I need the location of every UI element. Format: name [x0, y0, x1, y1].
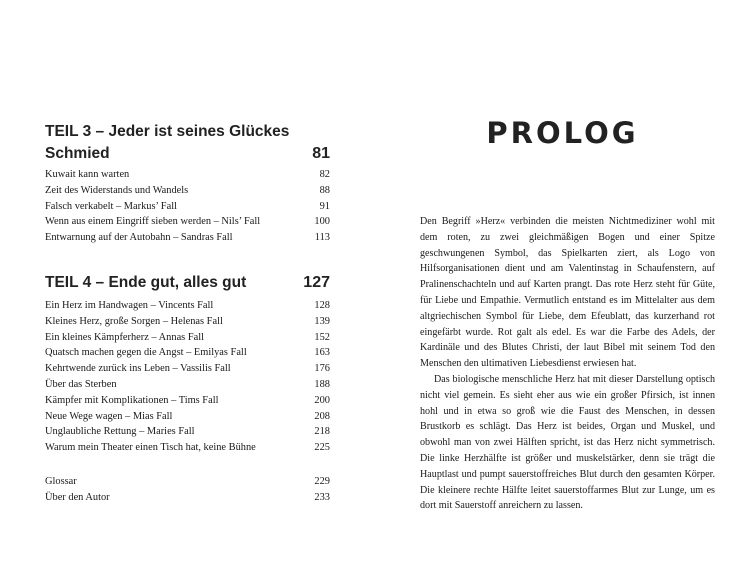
toc-entry	[45, 230, 330, 246]
toc-entry	[45, 199, 330, 215]
toc-entry-title: Kehrtwende zurück ins Leben – Vassilis Fall	[45, 363, 231, 375]
toc-entry	[45, 474, 330, 490]
toc-entry-title: Kämpfer mit Komplikationen – Tims Fall	[45, 394, 219, 406]
toc-entry-page: 100	[314, 216, 330, 228]
toc-entry-title: Über das Sterben	[45, 378, 117, 390]
toc-entry	[45, 440, 330, 456]
toc-entry-page: 128	[314, 300, 330, 311]
toc-part-4-heading	[45, 272, 330, 294]
toc-entry-title: Warum mein Theater einen Tisch hat, keine Bühne	[45, 442, 256, 454]
toc-entry	[45, 330, 330, 346]
toc-entry	[45, 214, 330, 230]
toc-entry-page: 229	[314, 476, 330, 487]
toc-entry-page: 152	[314, 331, 330, 343]
toc-entry	[45, 377, 330, 393]
toc-entry-title: Über den Autor	[45, 491, 110, 503]
toc-entry-page: 225	[314, 442, 330, 454]
toc-entry-page: 188	[314, 378, 330, 390]
prolog-paragraph: Den Begriff »Herz« verbinden die meisten Nichtmediziner wohl mit dem roten, zu zwei gleichmäßigen Bogen und einer Spitze geschwungenen Symbol, das Spielkarten ziert, als Logo von Hilfsorganisationen dient und am Valentinstag in Schaufenstern, auf Pralinenschachteln und auf Karten prangt. Das rote Herz steht für Güte, für Liebe und Empathie. Vermutlich entstand es im Mittelalter aus dem altgriechischen Symbol für Liebe, dem Efeublatt, das kurzerhand rot eingefärbt wurde. Rot galt als edel. Es war die Farbe des Adels, der Kardinäle und des Blutes Christi, der laut Bibel mit seinem Tod den Menschen den ultimativen Liebesdienst erwiesen hat.	[420, 216, 715, 370]
toc-entry	[45, 409, 330, 425]
toc-entry-title: Entwarnung auf der Autobahn – Sandras Fall	[45, 232, 233, 244]
toc-entry-title: Ein Herz im Handwagen – Vincents Fall	[45, 300, 214, 311]
toc-entry	[45, 298, 330, 314]
toc-entry-page: 233	[314, 491, 330, 503]
prolog-page	[375, 0, 750, 583]
toc-part-3-heading	[45, 121, 330, 165]
prolog-body	[420, 214, 715, 514]
toc-entry-title: Quatsch machen gegen die Angst – Emilyas Fall	[45, 347, 247, 359]
toc-part-3-page: 81	[312, 145, 330, 162]
toc-entry-page: 163	[314, 347, 330, 359]
toc-entry-title: Wenn aus einem Eingriff sieben werden – Nils’ Fall	[45, 216, 261, 228]
toc-part-3-title: TEIL 3 – Jeder ist seines Glückes Schmied	[45, 123, 290, 162]
toc-entry-title: Kleines Herz, große Sorgen – Helenas Fall	[45, 315, 223, 327]
toc-entry-title: Zeit des Widerstands und Wandels	[45, 184, 189, 196]
toc-entry-title: Ein kleines Kämpferherz – Annas Fall	[45, 331, 204, 343]
toc-entry-page: 176	[314, 363, 330, 375]
toc-part-3-list	[45, 167, 330, 246]
toc-part-4-title: TEIL 4 – Ende gut, alles gut	[45, 274, 247, 291]
toc-entry-title: Glossar	[45, 476, 77, 487]
toc-entry	[45, 361, 330, 377]
toc-part-4-page: 127	[303, 274, 330, 291]
toc-entry-page: 113	[314, 232, 330, 244]
toc-entry-title: Neue Wege wagen – Mias Fall	[45, 410, 173, 422]
toc-entry-page: 218	[314, 426, 330, 438]
toc-entry	[45, 314, 330, 330]
toc-entry-title: Unglaubliche Rettung – Maries Fall	[45, 426, 195, 438]
prolog-paragraph: Das biologische menschliche Herz hat mit dieser Darstellung optisch nicht viel gemein. Es sieht eher aus wie ein großer Pfirsich, ist innen hohl und in etwa so groß wie die Faust des Menschen, in dessen Brustkorb es schlägt. Das Herz ist beides, Organ und Muskel, und obwohl man von zwei Hälften spricht, ist das Herz nicht symmetrisch. Die linke Herzhälfte ist größer und muskelstärker, denn sie trägt die Hauptlast und pumpt sauerstoffreiches Blut durch den gesamten Körper. Die kleinere rechte Hälfte leitet sauerstoffarmes Blut zur Lunge, um es dort mit Sauerstoff anreichern zu lassen.	[420, 373, 715, 512]
toc-entry	[45, 490, 330, 506]
prolog-title: PROLOG	[486, 116, 639, 150]
toc-appendix-list	[45, 474, 330, 506]
toc-entry-page: 208	[314, 410, 330, 422]
toc-entry	[45, 167, 330, 183]
toc-entry-page: 91	[319, 200, 330, 212]
toc-entry-page: 88	[319, 184, 330, 196]
toc-entry-title: Kuwait kann warten	[45, 169, 130, 180]
toc-entry	[45, 393, 330, 409]
toc-entry-title: Falsch verkabelt – Markus’ Fall	[45, 200, 177, 212]
toc-entry-page: 82	[319, 169, 330, 180]
toc-entry	[45, 183, 330, 199]
toc-part-4-list	[45, 298, 330, 456]
toc-entry-page: 200	[314, 394, 330, 406]
toc-entry	[45, 345, 330, 361]
toc-entry	[45, 424, 330, 440]
toc-entry-page: 139	[314, 315, 330, 327]
